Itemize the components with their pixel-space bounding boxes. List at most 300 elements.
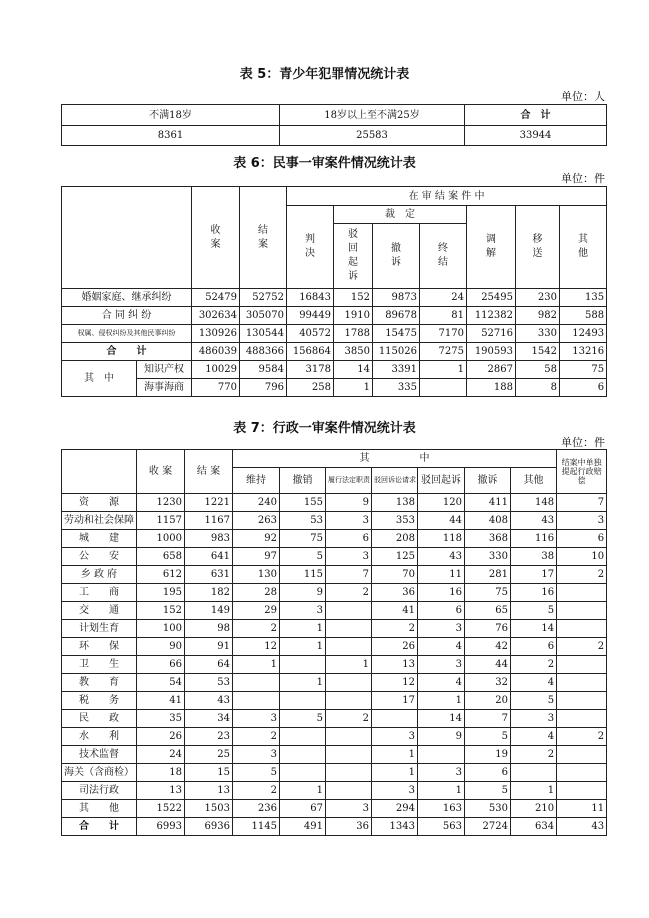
t7-cell: 5 <box>465 782 511 800</box>
table-row <box>62 818 607 836</box>
t6-cell: 302634 <box>192 307 240 325</box>
t7-cell: 53 <box>185 674 233 692</box>
t7-cell: 294 <box>372 800 418 818</box>
t7-cell <box>280 764 326 782</box>
t7-cell: 2 <box>233 782 280 800</box>
t7-cell: 1 <box>372 764 418 782</box>
t6-row-label: 权属、侵权纠纷及其他民事纠纷 <box>62 325 192 343</box>
t7-cell: 5 <box>511 602 557 620</box>
t7-cell: 4 <box>418 638 465 656</box>
t6-cell: 14 <box>334 361 373 379</box>
table-row <box>62 512 607 530</box>
table6-unit: 单位：件 <box>561 172 605 185</box>
t7-cell: 17 <box>511 566 557 584</box>
t7-cell: 5 <box>465 728 511 746</box>
t7-cell: 16 <box>418 584 465 602</box>
t7-cell: 75 <box>280 530 326 548</box>
t7-cell <box>326 746 372 764</box>
t7-header-peichang: 结案中单独提起行政赔偿 <box>557 450 607 494</box>
t7-cell: 130 <box>233 566 280 584</box>
t7-cell: 13 <box>185 782 233 800</box>
t7-cell: 24 <box>137 746 185 764</box>
t7-header-jie: 结 案 <box>185 450 233 494</box>
t7-cell: 6993 <box>137 818 185 836</box>
t6-cell: 10029 <box>192 361 240 379</box>
t7-cell: 210 <box>511 800 557 818</box>
t7-cell: 34 <box>185 710 233 728</box>
t5-header-18to25: 18岁以上至不满25岁 <box>280 105 465 126</box>
t6-cell: 588 <box>560 307 607 325</box>
table7-unit: 单位：件 <box>561 436 605 449</box>
t7-cell: 97 <box>233 548 280 566</box>
t7-row-label: 环 保 <box>62 638 137 656</box>
t7-cell <box>557 674 607 692</box>
t7-cell: 120 <box>418 494 465 512</box>
t7-cell: 1 <box>280 782 326 800</box>
t6-header-zhongjie: 终结 <box>420 224 467 289</box>
table-row <box>62 764 607 782</box>
t6-cell: 25495 <box>467 289 516 307</box>
t7-cell <box>557 620 607 638</box>
t7-cell <box>280 728 326 746</box>
t6-cell: 16843 <box>287 289 334 307</box>
t7-cell: 19 <box>465 746 511 764</box>
t7-cell: 612 <box>137 566 185 584</box>
t6-cell: 9873 <box>373 289 420 307</box>
t7-cell <box>557 764 607 782</box>
t7-cell: 100 <box>137 620 185 638</box>
t6-cell: 9584 <box>240 361 287 379</box>
t7-cell: 16 <box>511 584 557 602</box>
t7-cell: 1343 <box>372 818 418 836</box>
t6-cell: 15475 <box>373 325 420 343</box>
t6-header-panjue: 判决 <box>287 206 334 289</box>
t7-cell <box>326 602 372 620</box>
t6-header-shou: 收案 <box>192 187 240 289</box>
t7-cell: 36 <box>326 818 372 836</box>
t7-cell: 6 <box>465 764 511 782</box>
t6-cell: 52479 <box>192 289 240 307</box>
t7-row-total-label: 合 计 <box>62 818 137 836</box>
t7-cell: 195 <box>137 584 185 602</box>
t7-cell: 1145 <box>233 818 280 836</box>
t7-row-label: 计划生育 <box>62 620 137 638</box>
t7-cell: 70 <box>372 566 418 584</box>
t7-cell: 1 <box>326 656 372 674</box>
t7-cell: 13 <box>372 656 418 674</box>
t7-row-label: 其 他 <box>62 800 137 818</box>
t7-cell: 14 <box>418 710 465 728</box>
t7-cell: 1000 <box>137 530 185 548</box>
t7-cell: 368 <box>465 530 511 548</box>
t7-cell <box>557 710 607 728</box>
table-row <box>62 656 607 674</box>
t5-value-under18: 8361 <box>62 126 280 146</box>
t7-cell: 20 <box>465 692 511 710</box>
table-row <box>62 566 607 584</box>
t6-cell: 130544 <box>240 325 287 343</box>
t7-cell: 7 <box>326 566 372 584</box>
t7-cell: 42 <box>465 638 511 656</box>
t7-cell: 29 <box>233 602 280 620</box>
t7-cell <box>326 782 372 800</box>
t7-row-label: 海关（含商检） <box>62 764 137 782</box>
t7-cell <box>372 710 418 728</box>
t6-header-cai: 裁 定 <box>334 206 467 224</box>
t7-row-label: 卫 生 <box>62 656 137 674</box>
t7-cell: 1 <box>233 656 280 674</box>
t7-cell: 26 <box>372 638 418 656</box>
t7-cell: 2 <box>326 710 372 728</box>
table-row <box>62 379 607 397</box>
t7-header-bohui: 驳回起诉 <box>418 468 465 494</box>
table-row <box>62 343 607 361</box>
table6-title: 表 6：民事一审案件情况统计表 <box>233 156 416 171</box>
t7-cell: 7 <box>465 710 511 728</box>
t7-cell: 1 <box>280 638 326 656</box>
t6-cell: 1788 <box>334 325 373 343</box>
t6-header-bohui: 驳回起诉 <box>334 224 373 289</box>
t7-cell: 353 <box>372 512 418 530</box>
t7-cell: 2 <box>372 620 418 638</box>
t7-cell: 3 <box>418 620 465 638</box>
t7-cell: 3 <box>418 656 465 674</box>
t7-cell: 2 <box>511 746 557 764</box>
t7-header-shou: 收 案 <box>137 450 185 494</box>
t7-cell: 281 <box>465 566 511 584</box>
t7-cell: 28 <box>233 584 280 602</box>
t7-cell: 149 <box>185 602 233 620</box>
t7-cell: 90 <box>137 638 185 656</box>
t7-cell: 1 <box>418 692 465 710</box>
t7-cell: 12 <box>372 674 418 692</box>
t7-cell: 98 <box>185 620 233 638</box>
t7-cell: 25 <box>185 746 233 764</box>
t7-cell <box>326 692 372 710</box>
t6-qizhong-label: 其 中 <box>62 361 137 397</box>
t7-cell: 11 <box>557 800 607 818</box>
t6-cell: 6 <box>560 379 607 397</box>
t7-cell: 491 <box>280 818 326 836</box>
t5-header-under18: 不满18岁 <box>62 105 280 126</box>
t6-subrow-label: 海事海商 <box>137 379 192 397</box>
t7-cell <box>557 602 607 620</box>
t7-cell: 44 <box>465 656 511 674</box>
t7-cell: 2 <box>557 728 607 746</box>
t7-cell: 53 <box>280 512 326 530</box>
t7-cell: 41 <box>137 692 185 710</box>
t7-cell: 6936 <box>185 818 233 836</box>
t7-cell: 208 <box>372 530 418 548</box>
t7-header-lvxing: 履行法定职责 <box>326 468 372 494</box>
t6-cell: 488366 <box>240 343 287 361</box>
t7-cell: 18 <box>137 764 185 782</box>
t7-cell: 9 <box>326 494 372 512</box>
t7-cell: 92 <box>233 530 280 548</box>
t6-cell: 1 <box>420 361 467 379</box>
t7-cell: 26 <box>137 728 185 746</box>
t7-cell: 411 <box>465 494 511 512</box>
t6-cell: 486039 <box>192 343 240 361</box>
table-row <box>62 692 607 710</box>
t7-cell: 41 <box>372 602 418 620</box>
t6-cell: 58 <box>516 361 560 379</box>
t7-cell: 4 <box>511 728 557 746</box>
t7-header-qita: 其他 <box>511 468 557 494</box>
table-row <box>62 584 607 602</box>
t7-cell <box>280 746 326 764</box>
t6-cell: 24 <box>420 289 467 307</box>
t7-cell: 641 <box>185 548 233 566</box>
t7-cell: 6 <box>418 602 465 620</box>
t7-cell <box>326 674 372 692</box>
t7-cell: 3 <box>326 800 372 818</box>
t7-cell: 2 <box>557 638 607 656</box>
t7-cell: 2 <box>233 620 280 638</box>
t7-row-label: 教 育 <box>62 674 137 692</box>
t7-cell: 3 <box>233 710 280 728</box>
t7-cell: 5 <box>280 710 326 728</box>
t7-cell: 634 <box>511 818 557 836</box>
t7-row-label: 城 建 <box>62 530 137 548</box>
t7-cell <box>233 692 280 710</box>
t7-cell: 3 <box>418 764 465 782</box>
t7-row-label: 技术监督 <box>62 746 137 764</box>
t7-cell <box>233 674 280 692</box>
t6-cell: 8 <box>516 379 560 397</box>
table7 <box>61 449 607 836</box>
t7-cell: 76 <box>465 620 511 638</box>
t7-cell <box>280 692 326 710</box>
table-row <box>62 530 607 548</box>
t7-cell: 7 <box>557 494 607 512</box>
t6-cell <box>420 379 467 397</box>
t6-cell: 3178 <box>287 361 334 379</box>
table5 <box>61 104 607 146</box>
t6-header-jie: 结案 <box>240 187 287 289</box>
t7-cell: 125 <box>372 548 418 566</box>
t7-row-label: 劳动和社会保障 <box>62 512 137 530</box>
t7-row-label: 工 商 <box>62 584 137 602</box>
t7-cell: 2724 <box>465 818 511 836</box>
t7-cell: 1 <box>418 782 465 800</box>
t7-cell: 658 <box>137 548 185 566</box>
t6-cell: 152 <box>334 289 373 307</box>
t6-cell: 115026 <box>373 343 420 361</box>
t6-header-zai: 在 审 结 案 件 中 <box>287 187 607 206</box>
t5-header-total: 合 计 <box>465 105 607 126</box>
t6-cell: 770 <box>192 379 240 397</box>
t7-cell: 91 <box>185 638 233 656</box>
t7-cell: 631 <box>185 566 233 584</box>
t7-cell: 530 <box>465 800 511 818</box>
t7-cell: 1 <box>372 746 418 764</box>
t7-corner <box>62 450 137 494</box>
t6-cell: 112382 <box>467 307 516 325</box>
t7-cell: 1 <box>280 620 326 638</box>
table5-unit: 单位：人 <box>561 90 605 103</box>
t6-cell: 52716 <box>467 325 516 343</box>
t6-header-qita: 其他 <box>560 206 607 289</box>
t7-cell: 1221 <box>185 494 233 512</box>
t7-cell: 44 <box>418 512 465 530</box>
t7-cell: 115 <box>280 566 326 584</box>
t6-cell: 135 <box>560 289 607 307</box>
t7-cell: 65 <box>465 602 511 620</box>
t7-cell: 330 <box>465 548 511 566</box>
t7-cell: 66 <box>137 656 185 674</box>
t7-cell: 9 <box>280 584 326 602</box>
t6-cell: 99449 <box>287 307 334 325</box>
t6-cell: 3391 <box>373 361 420 379</box>
t7-cell <box>418 746 465 764</box>
t6-row-total-label: 合 计 <box>62 343 192 361</box>
t6-cell: 52752 <box>240 289 287 307</box>
table-row <box>62 674 607 692</box>
table-row <box>62 800 607 818</box>
t7-cell: 5 <box>280 548 326 566</box>
t6-cell: 1542 <box>516 343 560 361</box>
t6-row-label: 合 同 纠 纷 <box>62 307 192 325</box>
t7-header-chexiao: 撤销 <box>280 468 326 494</box>
t6-cell: 12493 <box>560 325 607 343</box>
t7-cell <box>326 764 372 782</box>
t7-cell <box>557 782 607 800</box>
t6-header-yisong: 移送 <box>516 206 560 289</box>
t7-cell: 3 <box>557 512 607 530</box>
t6-cell: 7275 <box>420 343 467 361</box>
table-row <box>62 710 607 728</box>
table6 <box>61 186 607 397</box>
t7-cell: 240 <box>233 494 280 512</box>
t7-cell: 15 <box>185 764 233 782</box>
table-row <box>62 361 607 379</box>
t7-cell <box>557 656 607 674</box>
t7-cell: 64 <box>185 656 233 674</box>
t7-cell: 236 <box>233 800 280 818</box>
t7-cell: 155 <box>280 494 326 512</box>
table-row <box>62 728 607 746</box>
t7-row-label: 资 源 <box>62 494 137 512</box>
t6-cell: 796 <box>240 379 287 397</box>
table-row <box>62 620 607 638</box>
t7-cell: 1167 <box>185 512 233 530</box>
t7-cell: 182 <box>185 584 233 602</box>
t7-cell: 118 <box>418 530 465 548</box>
t7-cell: 4 <box>511 674 557 692</box>
t7-cell: 116 <box>511 530 557 548</box>
t7-cell: 563 <box>418 818 465 836</box>
t7-cell: 2 <box>511 656 557 674</box>
table-row <box>62 782 607 800</box>
t7-cell <box>511 764 557 782</box>
t7-cell: 6 <box>557 530 607 548</box>
t7-cell <box>326 728 372 746</box>
t7-cell <box>326 620 372 638</box>
t7-cell: 3 <box>280 602 326 620</box>
t7-cell: 1 <box>511 782 557 800</box>
t6-cell: 1 <box>334 379 373 397</box>
t7-cell: 43 <box>511 512 557 530</box>
t7-cell: 43 <box>418 548 465 566</box>
t6-cell: 335 <box>373 379 420 397</box>
t7-cell: 35 <box>137 710 185 728</box>
t7-cell: 408 <box>465 512 511 530</box>
table-row <box>62 638 607 656</box>
t7-cell: 9 <box>418 728 465 746</box>
t7-cell: 36 <box>372 584 418 602</box>
t5-value-total: 33944 <box>465 126 607 146</box>
t7-cell: 32 <box>465 674 511 692</box>
t7-cell <box>326 638 372 656</box>
t7-cell: 3 <box>511 710 557 728</box>
t7-cell: 148 <box>511 494 557 512</box>
table-row <box>62 746 607 764</box>
t6-cell: 2867 <box>467 361 516 379</box>
t7-cell: 2 <box>326 584 372 602</box>
t6-header-tiaojie: 调解 <box>467 206 516 289</box>
t7-cell: 152 <box>137 602 185 620</box>
t7-cell: 1 <box>280 674 326 692</box>
t6-row-label: 婚姻家庭、继承纠纷 <box>62 289 192 307</box>
t7-cell <box>557 692 607 710</box>
t7-cell: 43 <box>557 818 607 836</box>
t6-cell: 40572 <box>287 325 334 343</box>
t6-cell: 156864 <box>287 343 334 361</box>
t7-header-weichi: 维持 <box>233 468 280 494</box>
t7-cell: 12 <box>233 638 280 656</box>
t6-cell: 3850 <box>334 343 373 361</box>
table-row <box>62 602 607 620</box>
t7-cell: 14 <box>511 620 557 638</box>
t5-value-18to25: 25583 <box>280 126 465 146</box>
t7-header-qizhong: 其 中 <box>233 450 557 468</box>
t7-row-label: 水 利 <box>62 728 137 746</box>
t7-cell: 2 <box>557 566 607 584</box>
t7-cell: 67 <box>280 800 326 818</box>
t7-row-label: 税 务 <box>62 692 137 710</box>
t7-header-chesu: 撤诉 <box>465 468 511 494</box>
t7-row-label: 公 安 <box>62 548 137 566</box>
t7-cell: 1230 <box>137 494 185 512</box>
t6-cell: 81 <box>420 307 467 325</box>
t7-cell: 6 <box>326 530 372 548</box>
t7-cell: 75 <box>465 584 511 602</box>
t7-cell: 2 <box>233 728 280 746</box>
t7-cell: 11 <box>418 566 465 584</box>
t7-cell: 13 <box>137 782 185 800</box>
t6-cell: 188 <box>467 379 516 397</box>
t6-cell: 230 <box>516 289 560 307</box>
t6-cell: 130926 <box>192 325 240 343</box>
table7-title: 表 7：行政一审案件情况统计表 <box>233 421 416 436</box>
t6-subrow-label: 知识产权 <box>137 361 192 379</box>
t7-cell: 10 <box>557 548 607 566</box>
t7-cell: 54 <box>137 674 185 692</box>
t7-cell: 3 <box>233 746 280 764</box>
t7-cell: 3 <box>326 548 372 566</box>
t7-cell: 3 <box>326 512 372 530</box>
t6-cell: 982 <box>516 307 560 325</box>
t7-cell: 43 <box>185 692 233 710</box>
t6-cell: 258 <box>287 379 334 397</box>
t7-row-label: 司法行政 <box>62 782 137 800</box>
t7-cell: 3 <box>372 782 418 800</box>
t7-cell: 1503 <box>185 800 233 818</box>
t7-cell: 5 <box>511 692 557 710</box>
table-row <box>62 548 607 566</box>
t7-cell: 38 <box>511 548 557 566</box>
